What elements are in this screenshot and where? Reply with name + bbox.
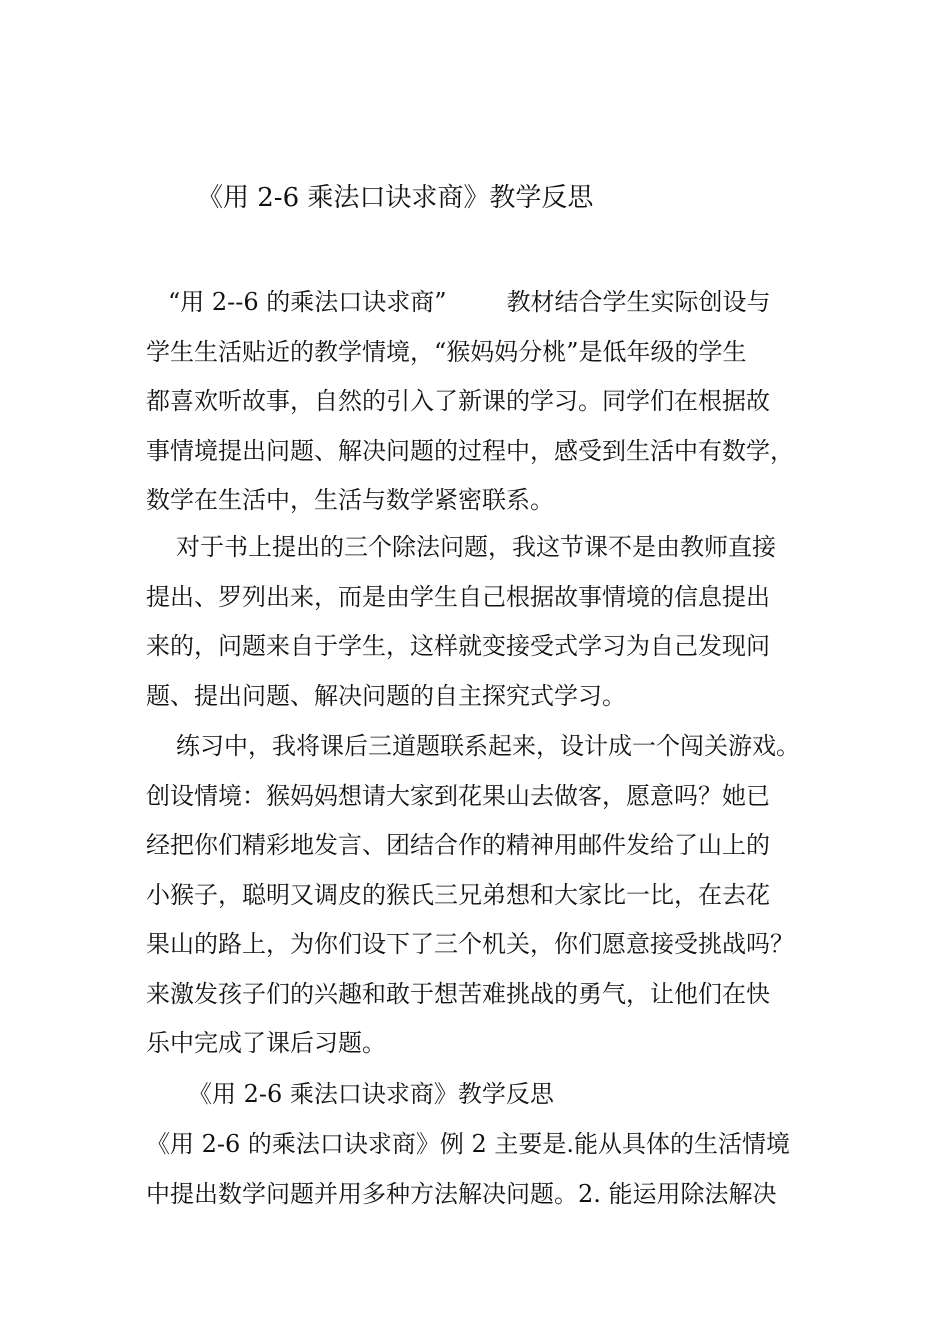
paragraph-line: 练习中，我将课后三道题联系起来，设计成一个闯关游戏。 bbox=[176, 732, 800, 760]
paragraph-line: 事情境提出问题、解决问题的过程中，感受到生活中有数学， bbox=[146, 436, 794, 465]
paragraph-2 bbox=[146, 523, 826, 721]
document-title: 《用 2-6 乘法口诀求商》教学反思 bbox=[197, 183, 594, 213]
paragraph-line: 题、提出问题、解决问题的自主探究式学习。 bbox=[146, 681, 626, 710]
paragraph-3 bbox=[146, 722, 826, 1069]
paragraph-line: 提出、罗列出来，而是由学生自己根据故事情境的信息提出 bbox=[146, 582, 770, 611]
paragraph-line: 学生生活贴近的教学情境，“猴妈妈分桃”是低年级的学生 bbox=[146, 337, 747, 366]
paragraph-line bbox=[146, 278, 826, 328]
line-text: 教材结合学生实际创设与 bbox=[506, 288, 771, 316]
paragraph-line: 中提出数学问题并用多种方法解决问题。2. 能运用除法解决 bbox=[146, 1179, 777, 1208]
paragraph-line: 数学在生活中，生活与数学紧密联系。 bbox=[146, 486, 554, 514]
paragraph-line: 对于书上提出的三个除法问题，我这节课不是由教师直接 bbox=[176, 533, 776, 561]
paragraph-line: 都喜欢听故事，自然的引入了新课的学习。同学们在根据故 bbox=[146, 387, 770, 415]
paragraph-line: 来激发孩子们的兴趣和敢于想苦难挑战的勇气，让他们在快 bbox=[146, 979, 770, 1008]
quoted-topic: “用 2--6 的乘法口诀求商” bbox=[168, 288, 447, 316]
paragraph-1 bbox=[146, 278, 826, 526]
paragraph-line: 小猴子，聪明又调皮的猴氏三兄弟想和大家比一比，在去花 bbox=[146, 880, 770, 909]
paragraph-line: 创设情境：猴妈妈想请大家到花果山去做客，愿意吗？她已 bbox=[146, 781, 770, 810]
paragraph-line: 果山的路上，为你们设下了三个机关，你们愿意接受挑战吗？ bbox=[146, 930, 794, 958]
section-title: 《用 2-6 乘法口诀求商》教学反思 bbox=[188, 1080, 554, 1108]
paragraph-line: 《用 2-6 的乘法口诀求商》例 2 主要是.能从具体的生活情境 bbox=[146, 1130, 791, 1158]
paragraph-line: 来的，问题来自于学生，这样就变接受式学习为自己发现问 bbox=[146, 632, 770, 660]
paragraph-line: 经把你们精彩地发言、团结合作的精神用邮件发给了山上的 bbox=[146, 831, 770, 859]
paragraph-4 bbox=[146, 1120, 826, 1219]
paragraph-line: 乐中完成了课后习题。 bbox=[146, 1029, 386, 1057]
